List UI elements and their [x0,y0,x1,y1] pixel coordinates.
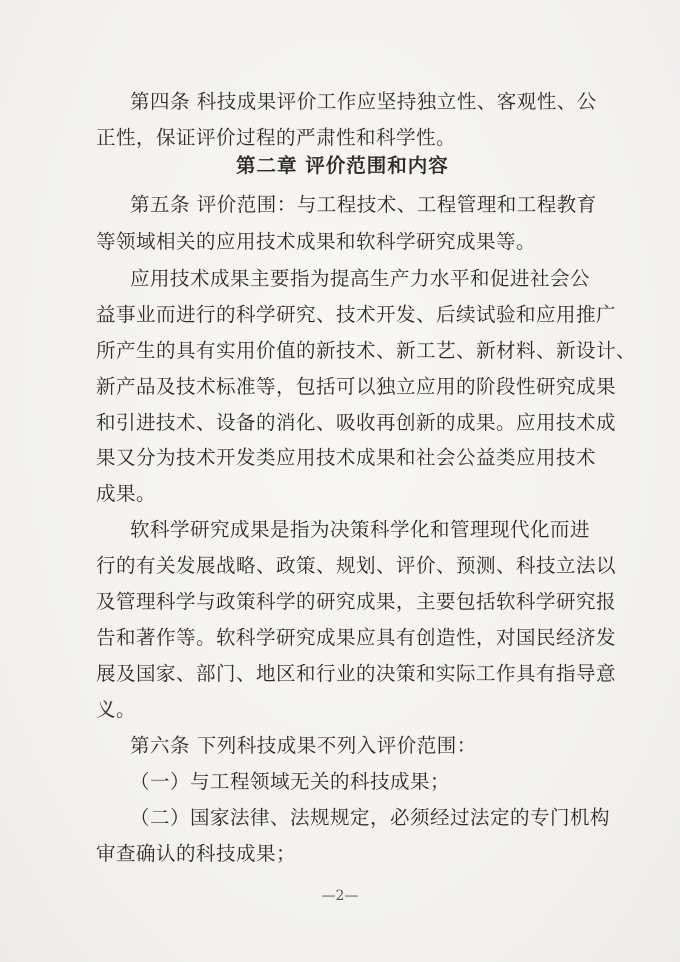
text-line: 果又分为技术开发类应用技术成果和社会公益类应用技术 [96,446,597,469]
text-line: 第六条 下列科技成果不列入评价范围： [130,734,477,757]
text-line: 应用技术成果主要指为提高生产力水平和促进社会公 [130,267,591,290]
text-line: 所产生的具有实用价值的新技术、新工艺、新材料、新设计、 [96,339,637,362]
list-item: （二）国家法律、法规规定，必须经过法定的专门机构 [130,806,611,829]
text-line: 成果。 [96,482,157,505]
text-line: 软科学研究成果是指为决策科学化和管理现代化而进 [130,518,591,541]
text-line: 第五条 评价范围：与工程技术、工程管理和工程教育 [130,193,597,216]
text-line: 第四条 科技成果评价工作应坚持独立性、客观性、公 [130,90,597,113]
text-line: 审查确认的科技成果； [96,842,297,865]
text-line: 及管理科学与政策科学的研究成果，主要包括软科学研究报 [96,590,617,613]
text-line: 告和著作等。软科学研究成果应具有创造性，对国民经济发 [96,626,617,649]
text-line: 义。 [96,698,137,721]
list-item: （一）与工程领域无关的科技成果； [130,770,451,793]
text-line: 等领域相关的应用技术成果和软科学研究成果等。 [96,230,537,253]
text-line: 新产品及技术标准等，包括可以独立应用的阶段性研究成果 [96,375,617,398]
chapter-heading: 第二章 评价范围和内容 [236,154,449,177]
text-line: 益事业而进行的科学研究、技术开发、后续试验和应用推广 [96,303,617,326]
text-line: 和引进技术、设备的消化、吸收再创新的成果。应用技术成 [96,411,617,434]
text-line: 行的有关发展战略、政策、规划、评价、预测、科技立法以 [96,554,617,577]
page-number: —2— [321,888,359,904]
text-line: 正性，保证评价过程的严肃性和科学性。 [96,126,457,149]
text-line: 展及国家、部门、地区和行业的决策和实际工作具有指导意 [96,662,617,685]
